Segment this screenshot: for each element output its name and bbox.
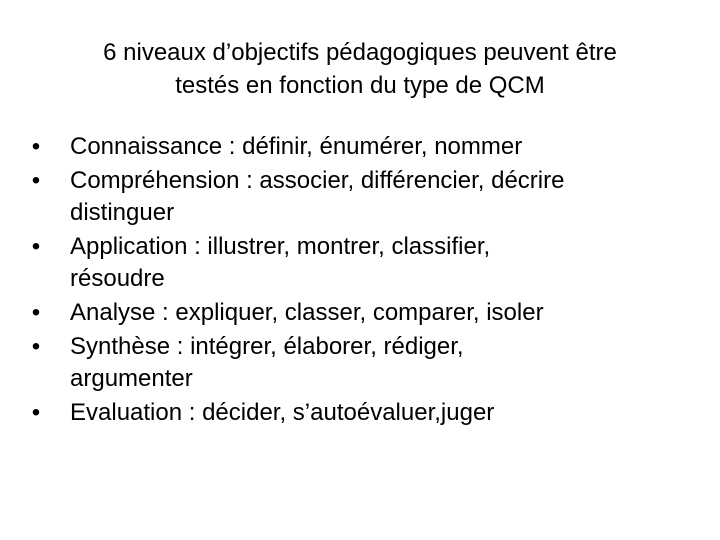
bullet-text: Analyse : expliquer, classer, comparer, isoler [70,299,544,326]
bullet-text: Evaluation : décider, s’autoévaluer,juger [70,399,495,426]
slide-title-line-1: 6 niveaux d’objectifs pédagogiques peuvent être [103,39,617,66]
bullet-text: Compréhension : associer, différencier, décrire distinguer [70,167,565,226]
bullet-text: Synthèse : intégrer, élaborer, rédiger, argumenter [70,333,464,392]
bullet-item-comprehension [22,165,702,229]
bullet-item-application [22,231,702,295]
slide-title-line-2: testés en fonction du type de QCM [175,72,545,99]
bullet-icon: • [31,133,41,160]
bullet-icon: • [31,299,41,326]
bullet-item-synthese [22,331,702,395]
bullet-list [22,131,702,431]
bullet-icon: • [31,233,41,260]
bullet-text: Application : illustrer, montrer, classifier, résoudre [70,233,491,292]
bullet-icon: • [31,167,41,194]
bullet-icon: • [31,333,41,360]
slide-title [40,36,680,102]
bullet-item-connaissance [22,131,702,163]
bullet-item-analyse [22,297,702,329]
bullet-text: Connaissance : définir, énumérer, nommer [70,133,523,160]
bullet-item-evaluation [22,397,702,429]
bullet-icon: • [31,399,41,426]
